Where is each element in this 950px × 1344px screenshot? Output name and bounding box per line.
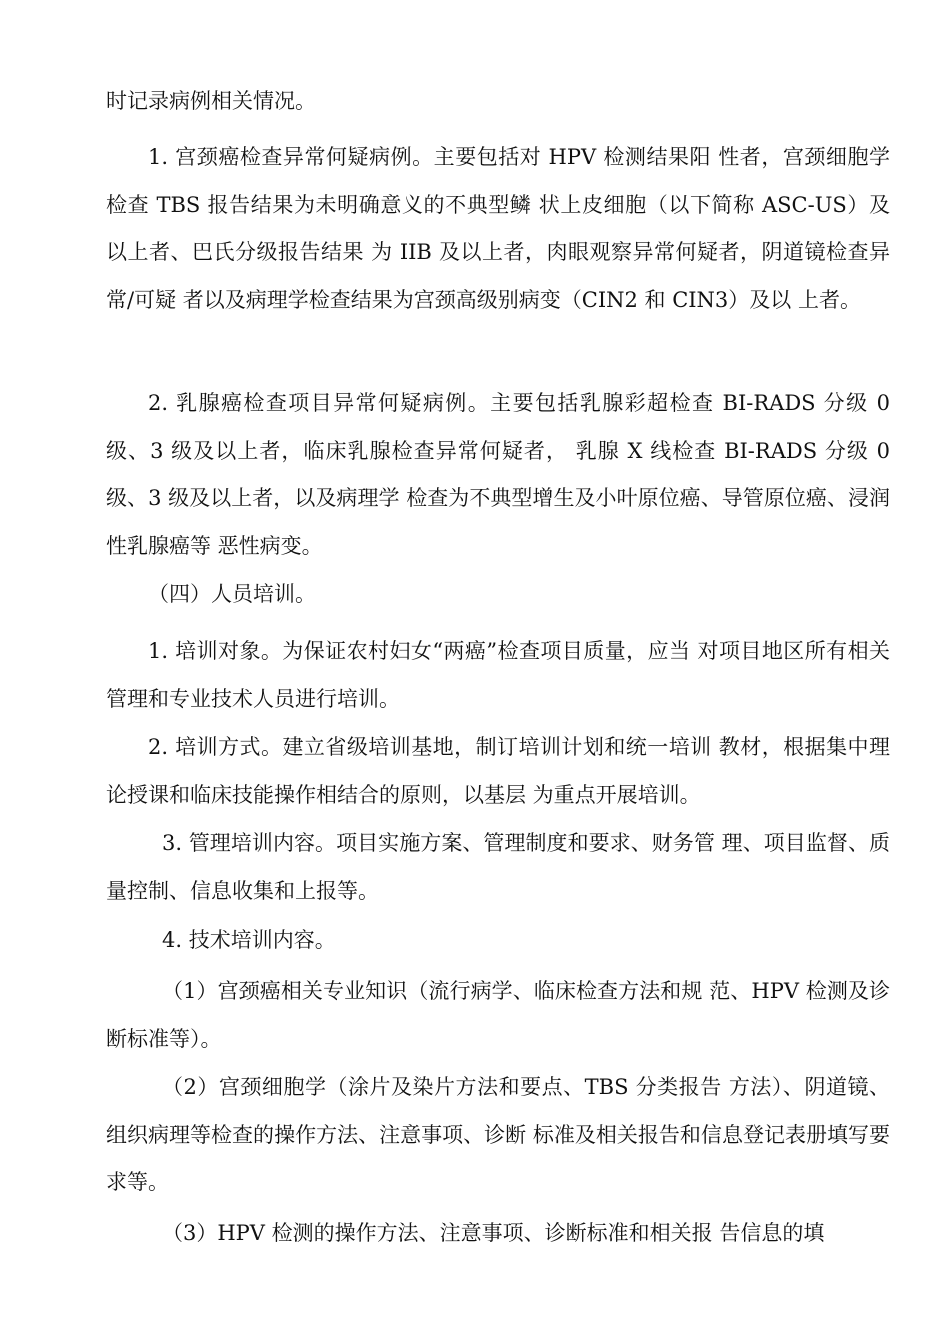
- paragraph-item-3: （3）HPV 检测的操作方法、注意事项、诊断标准和相关报 告信息的填: [162, 1221, 825, 1245]
- paragraph-continuation: 时记录病例相关情况。: [106, 89, 316, 113]
- paragraph-technical-training: 4. 技术培训内容。: [162, 928, 336, 952]
- paragraph-cervical-abnormal: 1. 宫颈癌检查异常何疑病例。主要包括对 HPV 检测结果阳 性者，宫颈细胞学检查 TBS 报告结果为未明确意义的不典型鳞 状上皮细胞（以下简称 ASC-US）及以上者、巴氏分级报告结果 为 IIB 及以上者，肉眼观察异常何疑者，阴道镜检查异常/可疑 者以及病理学检查结果为宫颈高级别病变（CIN2 和 CIN3）及以 上者。: [106, 145, 890, 312]
- section-heading-training: （四）人员培训。: [148, 582, 316, 606]
- paragraph-training-target: 1. 培训对象。为保证农村妇女“两癌”检查项目质量，应当 对项目地区所有相关管理和专业技术人员进行培训。: [106, 639, 890, 711]
- paragraph-breast-abnormal: 2. 乳腺癌检查项目异常何疑病例。主要包括乳腺彩超检查 BI-RADS 分级 0 级、3 级及以上者，临床乳腺检查异常何疑者， 乳腺 X 线检查 BI-RADS 分级 0 级、3 级及以上者，以及病理学 检查为不典型增生及小叶原位癌、导管原位癌、浸润性乳腺癌等 恶性病变。: [106, 391, 890, 558]
- paragraph-management-training: 3. 管理培训内容。项目实施方案、管理制度和要求、财务管 理、项目监督、质量控制、信息收集和上报等。: [106, 831, 890, 903]
- paragraph-training-method: 2. 培训方式。建立省级培训基地，制订培训计划和统一培训 教材，根据集中理论授课和临床技能操作相结合的原则，以基层 为重点开展培训。: [106, 735, 890, 807]
- paragraph-item-2: （2）宫颈细胞学（涂片及染片方法和要点、TBS 分类报告 方法）、阴道镜、组织病理等检查的操作方法、注意事项、诊断 标准及相关报告和信息登记表册填写要求等。: [106, 1075, 890, 1194]
- paragraph-item-1: （1）宫颈癌相关专业知识（流行病学、临床检查方法和规 范、HPV 检测及诊断标准等）。: [106, 979, 890, 1051]
